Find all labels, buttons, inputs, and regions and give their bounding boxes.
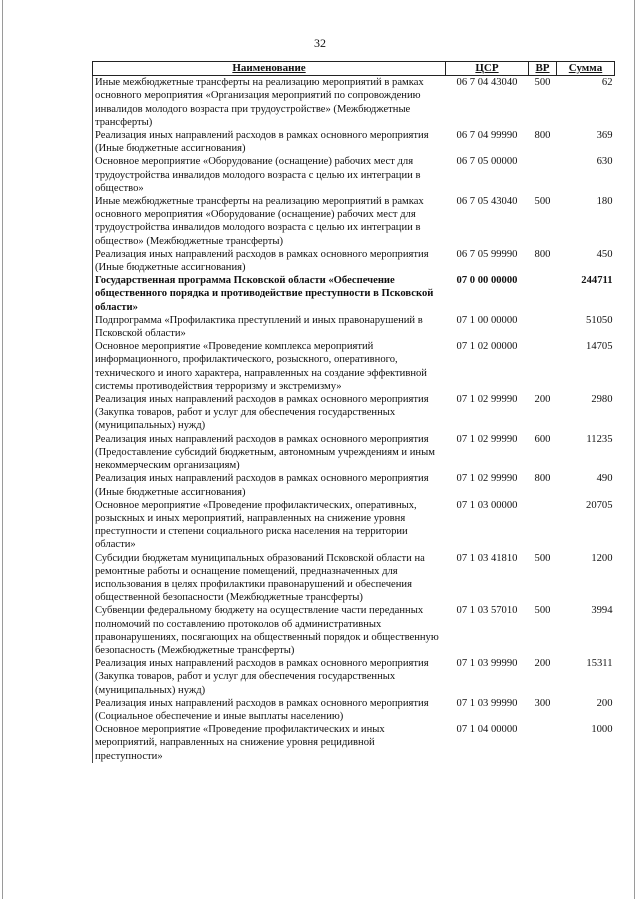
row-name-cell: Субвенции федеральному бюджету на осуществление части переданных полномочий по составлению протоколов об административных правонарушениях, посягающих на общественный порядок и общественную безопасность (Межбюджетные трансферты) xyxy=(95,605,439,656)
table-row xyxy=(93,472,615,498)
row-name-cell: Основное мероприятие «Проведение профилактических, оперативных, розыскных и иных мероприятий, направленных на снижение уровня преступности и степени социального риска населения на территории области» xyxy=(95,499,417,551)
row-vr-cell xyxy=(529,274,557,314)
row-name-cell: Подпрограмма «Профилактика преступлений и иных правонарушений в Псковской области» xyxy=(95,314,423,340)
table-row xyxy=(93,195,615,248)
row-sum-cell: 369 xyxy=(596,130,613,142)
row-sum-cell: 15311 xyxy=(586,658,613,670)
row-vr-cell xyxy=(529,499,557,552)
row-csr-cell: 06 7 05 00000 xyxy=(456,156,518,168)
row-csr-cell: 06 7 05 43040 xyxy=(456,196,518,208)
header-csr: ЦСР xyxy=(446,62,529,76)
row-csr-cell: 07 1 02 99990 xyxy=(456,473,518,485)
row-csr-cell: 07 1 02 99990 xyxy=(456,433,518,445)
row-csr-cell: 06 7 05 99990 xyxy=(456,248,518,260)
budget-table xyxy=(92,61,615,763)
left-scan-edge xyxy=(2,0,3,899)
table-row xyxy=(93,433,615,473)
row-vr-cell xyxy=(529,723,557,763)
row-csr-cell: 06 7 04 43040 xyxy=(456,77,518,89)
table-row xyxy=(93,274,615,314)
row-sum-cell: 11235 xyxy=(586,433,613,445)
row-csr-cell: 07 1 00 00000 xyxy=(456,314,518,326)
row-csr-cell: 07 1 03 00000 xyxy=(456,499,518,511)
row-sum-cell: 630 xyxy=(596,156,613,168)
row-sum-cell: 14705 xyxy=(586,341,613,353)
row-vr-cell: 500 xyxy=(534,552,551,564)
row-name-cell: Основное мероприятие «Оборудование (оснащение) рабочих мест для трудоустройства инвалидов молодого возраста с целью их интеграции в общество» xyxy=(95,156,421,194)
row-vr-cell: 500 xyxy=(534,196,551,208)
row-csr-cell: 07 1 03 57010 xyxy=(456,605,518,617)
row-vr-cell: 600 xyxy=(534,433,551,445)
row-name-cell: Реализация иных направлений расходов в рамках основного мероприятия (Закупка товаров, работ и услуг для обеспечения государственных (муниципальных) нужд) xyxy=(95,394,429,432)
row-sum-cell: 51050 xyxy=(586,314,613,326)
table-body xyxy=(93,76,615,763)
row-vr-cell: 800 xyxy=(534,130,551,142)
table-row xyxy=(93,76,615,129)
row-sum-cell: 490 xyxy=(596,473,613,485)
row-name-cell: Реализация иных направлений расходов в рамках основного мероприятия (Иные бюджетные ассигнования) xyxy=(95,248,429,274)
row-sum-cell: 1000 xyxy=(591,724,613,736)
table-row xyxy=(93,248,615,274)
row-name-cell: Государственная программа Псковской области «Обеспечение общественного порядка и противодействие преступности в Псковской области» xyxy=(95,275,434,313)
row-sum-cell: 180 xyxy=(596,196,613,208)
row-vr-cell: 500 xyxy=(534,605,551,617)
row-name-cell: Иные межбюджетные трансферты на реализацию мероприятий в рамках основного мероприятия «Оборудование (оснащение) рабочих мест для трудоустройства инвалидов молодого возраста с целью их интеграции в общество» (Межбюджетные трансферты) xyxy=(95,196,424,247)
row-csr-cell: 07 1 03 41810 xyxy=(456,552,518,564)
row-name-cell: Реализация иных направлений расходов в рамках основного мероприятия (Закупка товаров, работ и услуг для обеспечения государственных (муниципальных) нужд) xyxy=(95,658,429,696)
row-sum-cell: 1200 xyxy=(591,552,613,564)
table-row xyxy=(93,340,615,393)
row-csr-cell: 07 1 03 99990 xyxy=(456,658,518,670)
row-vr-cell xyxy=(529,155,557,195)
header-sum: Сумма xyxy=(557,62,615,76)
table-row xyxy=(93,697,615,723)
row-sum-cell: 450 xyxy=(596,248,613,260)
table-row xyxy=(93,155,615,195)
table-row xyxy=(93,552,615,605)
row-vr-cell: 800 xyxy=(534,473,551,485)
row-name-cell: Основное мероприятие «Проведение профилактических и иных мероприятий, направленных на снижение уровня рецидивной преступности» xyxy=(95,724,385,762)
row-vr-cell: 500 xyxy=(534,77,551,89)
row-csr-cell: 07 1 04 00000 xyxy=(456,724,518,736)
right-scan-edge xyxy=(634,0,635,899)
row-csr-cell: 07 0 00 00000 xyxy=(456,275,518,287)
page-number: 32 xyxy=(314,36,326,50)
row-vr-cell xyxy=(529,340,557,393)
row-name-cell: Реализация иных направлений расходов в рамках основного мероприятия (Иные бюджетные ассигнования) xyxy=(95,473,429,498)
table-row xyxy=(93,657,615,697)
row-name-cell: Реализация иных направлений расходов в рамках основного мероприятия (Предоставление субсидий бюджетным, автономным учреждениям и иным некоммерческим организациям) xyxy=(95,433,435,472)
table-row xyxy=(93,499,615,552)
row-vr-cell: 300 xyxy=(534,697,551,709)
table-header-row xyxy=(93,62,615,76)
row-sum-cell: 2980 xyxy=(591,394,613,406)
table-row xyxy=(93,604,615,657)
row-csr-cell: 07 1 02 00000 xyxy=(456,341,518,353)
table-row xyxy=(93,129,615,155)
row-sum-cell: 20705 xyxy=(586,499,613,511)
row-csr-cell: 06 7 04 99990 xyxy=(456,130,518,142)
row-name-cell: Основное мероприятие «Проведение комплекса мероприятий информационного, профилактического, розыскного, оперативного, технического и иного характера, направленных на создание эффективной системы противодействия терроризму и экстремизму» xyxy=(95,341,427,392)
row-name-cell: Иные межбюджетные трансферты на реализацию мероприятий в рамках основного мероприятия «Организация мероприятий по сопровождению инвалидов молодого возраста при трудоустройстве» (Межбюджетные трансферты) xyxy=(95,77,424,128)
row-csr-cell: 07 1 02 99990 xyxy=(456,394,518,406)
row-vr-cell: 200 xyxy=(534,658,551,670)
row-vr-cell: 200 xyxy=(534,394,551,406)
row-sum-cell: 62 xyxy=(601,77,613,89)
row-vr-cell: 800 xyxy=(534,248,551,260)
table-row xyxy=(93,723,615,763)
row-name-cell: Субсидии бюджетам муниципальных образований Псковской области на ремонтные работы и оснащение помещений, предназначенных для использования в целях профилактики правонарушений и обеспечения общественной безопасности (Межбюджетные трансферты) xyxy=(95,552,425,604)
header-vr: ВР xyxy=(529,62,557,76)
row-csr-cell: 07 1 03 99990 xyxy=(456,697,518,709)
row-sum-cell: 200 xyxy=(596,697,613,709)
table-row xyxy=(93,393,615,433)
row-name-cell: Реализация иных направлений расходов в рамках основного мероприятия (Иные бюджетные ассигнования) xyxy=(95,130,429,155)
row-name-cell: Реализация иных направлений расходов в рамках основного мероприятия (Социальное обеспечение и иные выплаты населению) xyxy=(95,697,429,722)
row-sum-cell: 3994 xyxy=(591,605,613,617)
row-vr-cell xyxy=(529,314,557,340)
row-sum-cell: 244711 xyxy=(581,275,613,287)
header-name: Наименование xyxy=(93,62,446,76)
table-row xyxy=(93,314,615,340)
